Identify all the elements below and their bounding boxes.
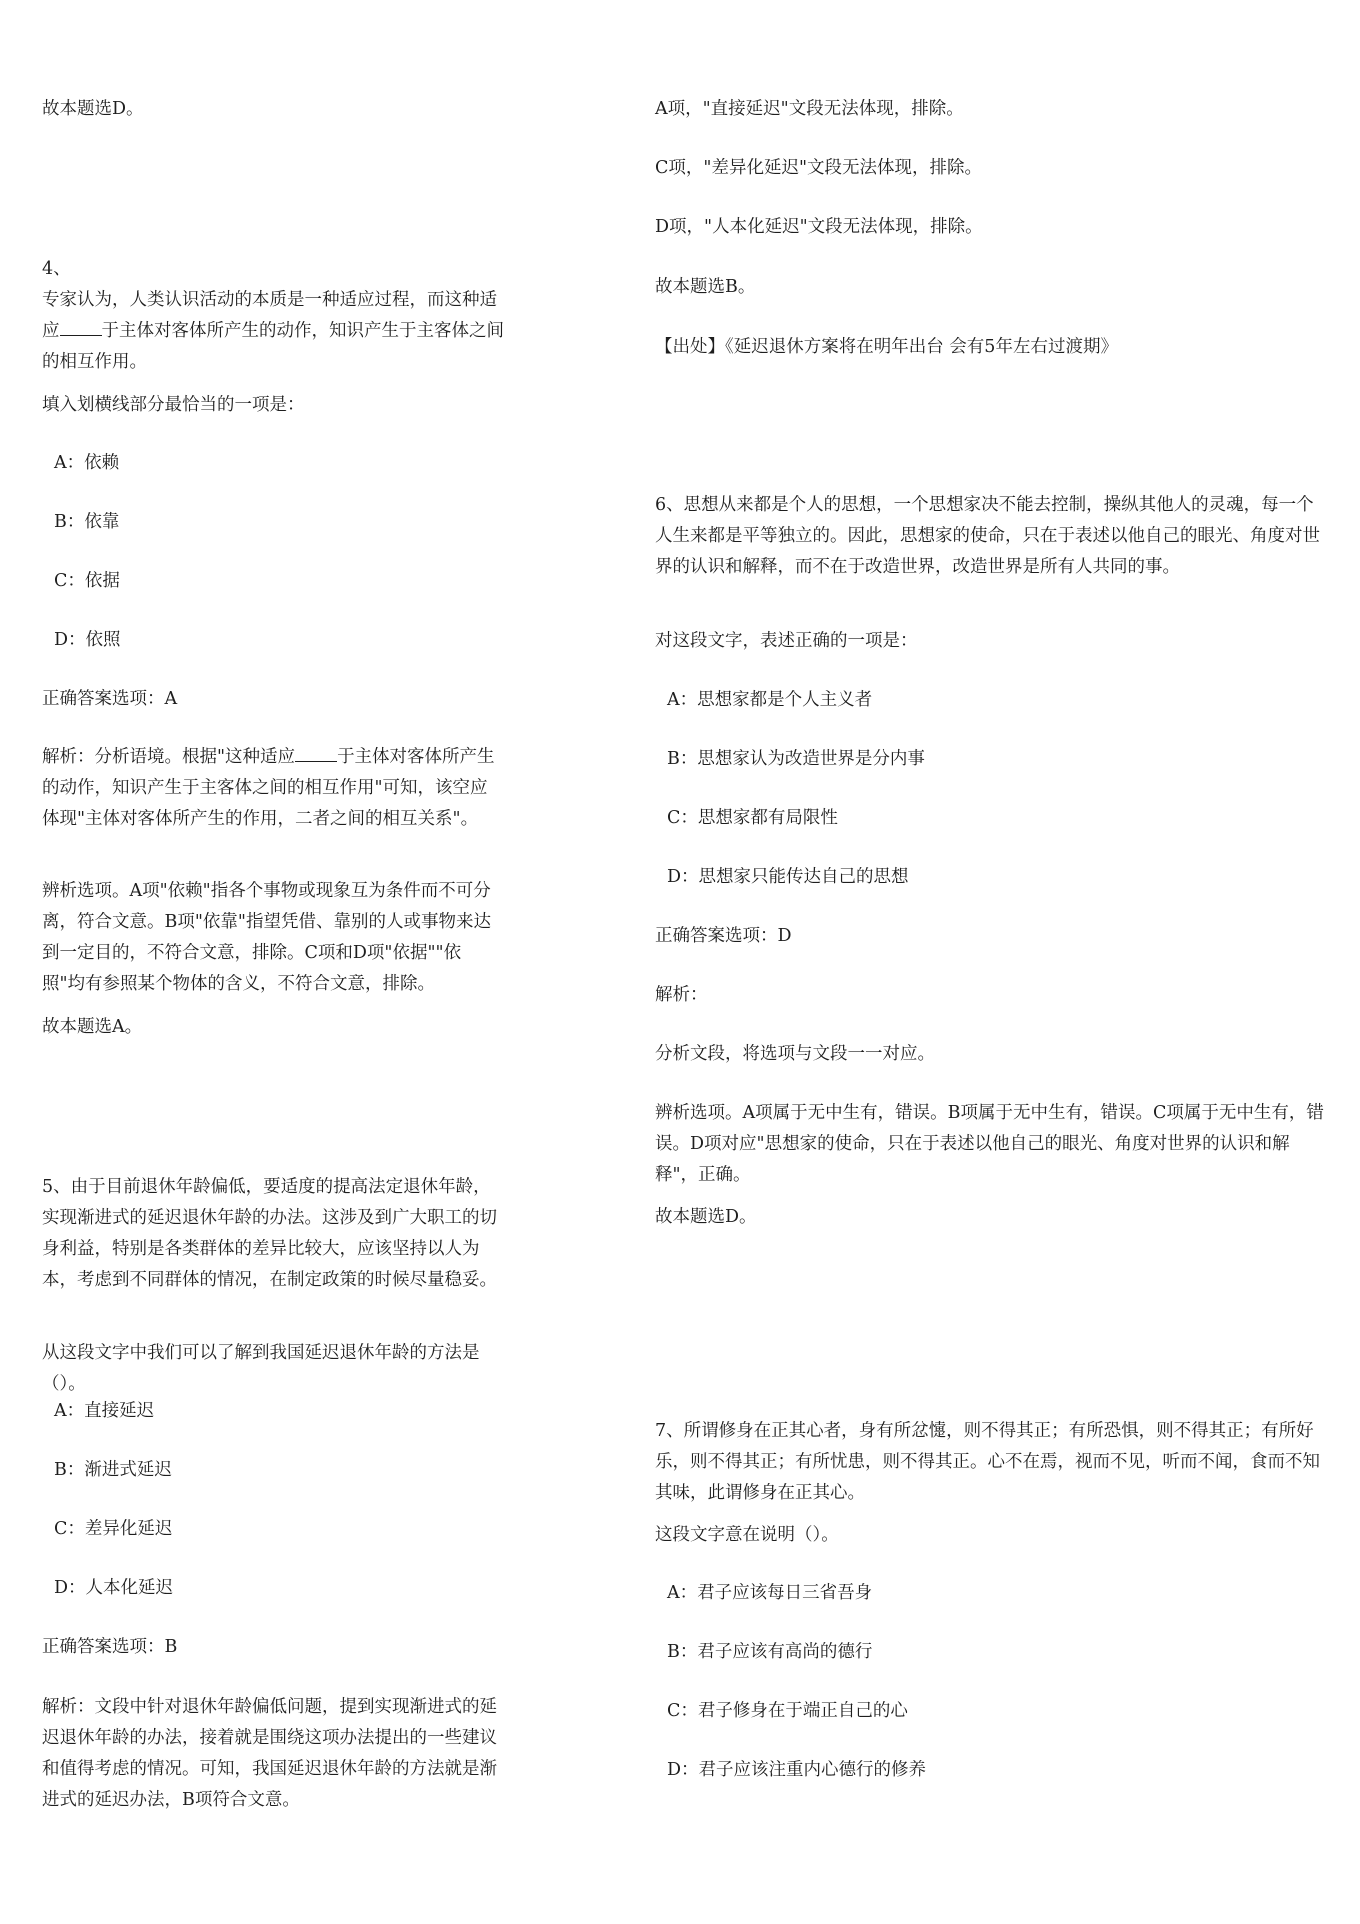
elimination-a: A项，"直接延迟"文段无法体现，排除。 — [655, 99, 964, 119]
option-d: D：君子应该注重内心德行的修养 — [667, 1760, 927, 1780]
analysis: 分析文段，将选项与文段一一对应。 — [655, 1044, 935, 1064]
conclusion: 故本题选D。 — [655, 1207, 757, 1227]
option-b: B：依靠 — [54, 512, 120, 532]
conclusion: 故本题选B。 — [655, 277, 756, 297]
question-prompt: 从这段文字中我们可以了解到我国延迟退休年龄的方法是（）。 — [42, 1343, 480, 1394]
option-a: A：君子应该每日三省吾身 — [667, 1583, 873, 1603]
option-b: B：渐进式延迟 — [54, 1460, 172, 1480]
correct-answer: 正确答案选项：D — [655, 926, 792, 946]
analysis: 解析：分析语境。根据"这种适应 于主体对客体所产生的动作，知识产生于主客体之间的相互作用"可知，该空应体现"主体对客体所产生的作用，二者之间的相互关系"。 — [42, 747, 495, 829]
option-d: D：依照 — [54, 630, 121, 650]
correct-answer: 正确答案选项：B — [42, 1637, 178, 1657]
answer-blank — [295, 747, 337, 762]
elimination-d: D项，"人本化延迟"文段无法体现，排除。 — [655, 217, 983, 237]
question-stem: 5、由于目前退休年龄偏低，要适度的提高法定退休年龄，实现渐进式的延迟退休年龄的办法。这涉及到广大职工的切身利益，特别是各类群体的差异比较大，应该坚持以人为本，考虑到不同群体的情况，在制定政策的时候尽量稳妥。 — [42, 1177, 497, 1290]
question-stem: 专家认为，人类认识活动的本质是一种适应过程，而这种适应 于主体对客体所产生的动作，知识产生于主客体之间的相互作用。 — [42, 290, 504, 372]
option-a: A：思想家都是个人主义者 — [667, 690, 873, 710]
option-c: C：差异化延迟 — [54, 1519, 173, 1539]
option-a: A：依赖 — [54, 453, 120, 473]
correct-answer: 正确答案选项：A — [42, 689, 178, 709]
analysis-options: 辨析选项。A项"依赖"指各个事物或现象互为条件而不可分离，符合文意。B项"依靠"指望凭借、靠别的人或事物来达到一定目的，不符合文意，排除。C项和D项"依据""依照"均有参照某个物体的含义，不符合文意，排除。 — [42, 881, 491, 994]
analysis-options: 辨析选项。A项属于无中生有，错误。B项属于无中生有，错误。C项属于无中生有，错误。D项对应"思想家的使命，只在于表述以他自己的眼光、角度对世界的认识和解释"，正确。 — [655, 1103, 1324, 1185]
prev-conclusion: 故本题选D。 — [42, 99, 144, 119]
question-stem: 7、所谓修身在正其心者，身有所忿懥，则不得其正；有所恐惧，则不得其正；有所好乐，则不得其正；有所忧患，则不得其正。心不在焉，视而不见，听而不闻，食而不知其味，此谓修身在正其心。 — [655, 1421, 1320, 1503]
option-c: C：思想家都有局限性 — [667, 808, 838, 828]
analysis: 解析：文段中针对退休年龄偏低问题，提到实现渐进式的延迟退休年龄的办法，接着就是围绕这项办法提出的一些建议和值得考虑的情况。可知，我国延迟退休年龄的方法就是渐进式的延迟办法，B项符合文意。 — [42, 1697, 497, 1810]
option-b: B：君子应该有高尚的德行 — [667, 1642, 873, 1662]
question-prompt: 填入划横线部分最恰当的一项是： — [42, 395, 305, 415]
question-stem: 6、思想从来都是个人的思想，一个思想家决不能去控制，操纵其他人的灵魂，每一个人生来都是平等独立的。因此，思想家的使命，只在于表述以他自己的眼光、角度对世界的认识和解释，而不在于改造世界，改造世界是所有人共同的事。 — [655, 495, 1320, 577]
question-number: 4、 — [42, 259, 71, 279]
option-a: A：直接延迟 — [54, 1401, 155, 1421]
option-c: C：依据 — [54, 571, 120, 591]
option-b: B：思想家认为改造世界是分内事 — [667, 749, 925, 769]
question-prompt: 对这段文字，表述正确的一项是： — [655, 631, 918, 651]
conclusion: 故本题选A。 — [42, 1017, 143, 1037]
answer-blank — [60, 321, 102, 336]
option-c: C：君子修身在于端正自己的心 — [667, 1701, 908, 1721]
option-d: D：人本化延迟 — [54, 1578, 174, 1598]
source-citation: 【出处】《延迟退休方案将在明年出台 会有5年左右过渡期》 — [655, 337, 1118, 357]
question-prompt: 这段文字意在说明（）。 — [655, 1525, 839, 1545]
elimination-c: C项，"差异化延迟"文段无法体现，排除。 — [655, 158, 982, 178]
analysis-label: 解析： — [655, 985, 708, 1005]
option-d: D：思想家只能传达自己的思想 — [667, 867, 909, 887]
